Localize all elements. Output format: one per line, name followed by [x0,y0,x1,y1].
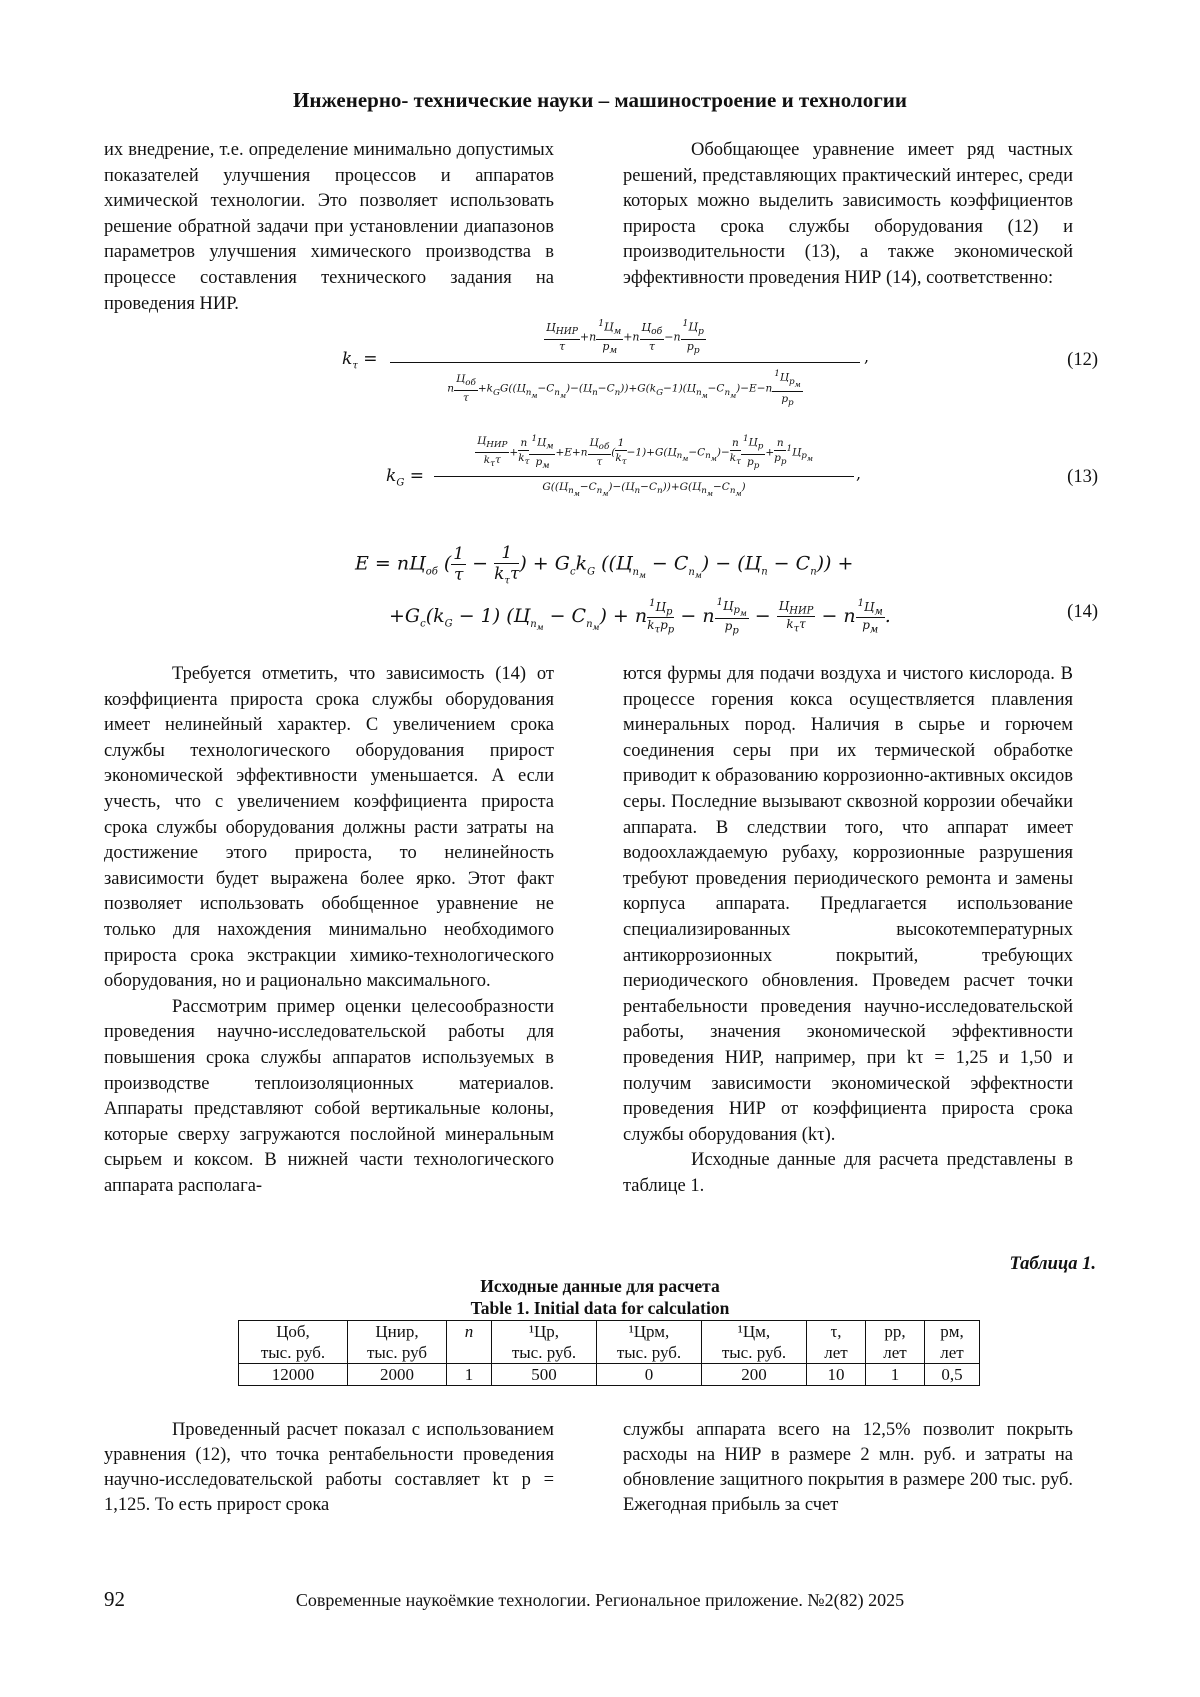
left-column-middle [104,662,554,1199]
right-column-top [623,138,1073,292]
equation-12: $k_\tau$ = $\frac{Ц_{НИР}}{\tau}$ +n $\frac{^1Ц_м}{p_м}$ +n $\frac{Ц_{об}}{\tau}$ −n $\frac{^1Ц_р}{p_р}$ n $\frac{Ц_{об}}{\tau}$ $+k_GG((Ц_{п_м}-C_{п_м})-(Ц_п-C_п))+G(k_G-1)(Ц_{п_м}-C_{п_м})-E-n$ $\frac{^1Ц_{р_м}}{p_р}$ , [342,318,870,409]
left-column-top [104,138,554,317]
paragraph: Требуется отметить, что зависимость (14) от коэффициента прироста срока службы оборудования имеет нелинейный характер. С увеличением срока службы технологического оборудования прирост экономической эффективности уменьшается. А если учесть, что с увеличением коэффициента прироста срока службы оборудования должны расти затраты на достижение этого прироста, то нелинейность зависимости будет выражена более ярко. Этот факт позволяет использовать обобщенное уравнение не только для нахождения минимально необходимого прироста срока экстракции химико-технологического оборудования, но и рационально максимального. [104,664,554,992]
table-header-cell: ¹Цм, [702,1321,807,1343]
equation-number: (13) [1067,467,1098,487]
paragraph: Рассмотрим пример оценки целесообразности проведения научно-исследовательской работы для повышения срока службы аппаратов используемых в производстве теплоизоляционных материалов. Аппараты представляют собой вертикальные колоны, которые сверху загружаются послойной минеральным сырьем и коксом. В нижней части технологического аппарата располага- [104,996,554,1196]
table-label: Таблица 1. [1009,1254,1096,1274]
page-number: 92 [104,1587,125,1611]
table-cell: 10 [807,1364,866,1386]
table-header-cell: Цоб, [239,1321,348,1343]
table-header-cell: ¹Цр, [492,1321,597,1343]
table-cell: 12000 [239,1364,348,1386]
paragraph: Исходные данные для расчета представлены в таблице 1. [623,1150,1073,1196]
table-header-cell: τ, [807,1321,866,1343]
table-header-cell: pр, [866,1321,925,1343]
table-header-unit: лет [925,1342,980,1364]
equation-14: $E = nЦ_{об}$ ( $\frac{1}{\tau}$ − $\frac{1}{k_\tau\tau}$ ) + $G_ck_G$ $((Ц_{п_м} - C_{п_м}) - (Ц_п - C_п))$ + $+G_c(k_G - 1) (Ц_{п_м} - C_{п_м}) + n$ $\frac{^1Ц_р}{k_\tau p_р}$ − n $\frac{^1Ц_{р_м}}{p_р}$ − $\frac{Ц_{НИР}}{k_\tau\tau}$ − n $\frac{^1Ц_м}{p_м}$ . [355,543,891,637]
paragraph: Проведенный расчет показал с использованием уравнения (12), что точка рентабельности проведения научно-исследовательской работы составляет kτ р = 1,125. То есть прирост срока [104,1420,554,1515]
table-header-unit: лет [866,1342,925,1364]
equation-13: $k_G$ = $\frac{Ц_{НИР}}{k_\tau\tau}$ + $\frac{n}{k_\tau}$ $\frac{^1Ц_м}{p_м}$ +E+n $\frac{Ц_{об}}{\tau}$ ( $\frac{1}{k_\tau}$ $-1)+G(Ц_{п_м}-C_{п_м})-$ $\frac{n}{k_\tau}$ $\frac{^1Ц_р}{p_р}$ + $\frac{n}{p_р}$ $^1Ц_{р_м}$ $G((Ц_{п_м}-C_{п_м})-(Ц_п-C_п))+G(Ц_{п_м}-C_{п_м})$ , [386,434,862,498]
data-table [238,1320,980,1386]
table-header-cell: Цнир, [348,1321,447,1343]
equation-number: (12) [1067,350,1098,370]
table-header-unit: тыс. руб. [702,1342,807,1364]
table-header-cell: pм, [925,1321,980,1343]
table-header-unit: лет [807,1342,866,1364]
table-title-ru: Исходные данные для расчета [480,1276,720,1296]
table-title-en: Table 1. Initial data for calculation [470,1298,730,1318]
equation-number: (14) [1067,602,1098,622]
table-header-unit: тыс. руб [348,1342,447,1364]
paragraph: службы аппарата всего на 12,5% позволит покрыть расходы на НИР в размере 2 млн. руб. и затраты на обновление защитного покрытия в размере 200 тыс. руб. Ежегодная прибыль за счет [623,1420,1073,1515]
table-cell: 1 [866,1364,925,1386]
journal-footer: Современные наукоёмкие технологии. Региональное приложение. №2(82) 2025 [295,1590,905,1610]
paragraph: Обобщающее уравнение имеет ряд частных решений, представляющих практический интерес, среди которых можно выделить зависимость коэффициентов прироста срока службы оборудования (12) и производительности (13), а также экономической эффективности проведения НИР (14), соответственно: [623,140,1073,288]
table-header-unit: тыс. руб. [597,1342,702,1364]
table-header-cell: n [447,1321,492,1343]
right-column-middle [623,662,1073,1199]
table-cell: 1 [447,1364,492,1386]
table-header-unit: тыс. руб. [492,1342,597,1364]
table-cell: 2000 [348,1364,447,1386]
table-header-row [239,1342,980,1364]
paragraph: ются фурмы для подачи воздуха и чистого кислорода. В процессе горения кокса осуществляется плавления минеральных пород. Наличия в сырье и горючем соединения серы при их термической обработке приводит к образованию коррозионно-активных оксидов серы. Последние вызывают сквозной коррозии обечайки аппарата. В следствии того, что аппарат имеет водоохлаждаемую рубаху, коррозионные разрушения требуют проведения периодического ремонта и замены корпуса аппарата. Предлагается использование специализированных высокотемпературных антикоррозионных покрытий, требующих периодического обновления. Проведем расчет точки рентабельности проведения научно-исследовательской работы, значения экономической эффективности проведения НИР, например, при kτ = 1,25 и 1,50 и получим зависимости экономической эффектности проведения НИР от коэффициента прироста срока службы оборудования (kτ). [623,664,1073,1145]
table-cell: 0,5 [925,1364,980,1386]
table-header-unit: тыс. руб. [239,1342,348,1364]
running-header: Инженерно- технические науки – машиностроение и технологии [293,88,907,112]
table-cell: 0 [597,1364,702,1386]
left-column-bottom [104,1418,554,1518]
table-cell: 500 [492,1364,597,1386]
table-header-unit [447,1342,492,1364]
table-row [239,1364,980,1386]
table-header-row [239,1321,980,1343]
paragraph: их внедрение, т.е. определение минимально допустимых показателей улучшения процессов и аппаратов химической технологии. Это позволяет использовать решение обратной задачи при установлении диапазонов параметров улучшения химического производства в процессе составления технического задания на проведения НИР. [104,140,554,314]
table-header-cell: ¹Црм, [597,1321,702,1343]
table-cell: 200 [702,1364,807,1386]
right-column-bottom [623,1418,1073,1518]
